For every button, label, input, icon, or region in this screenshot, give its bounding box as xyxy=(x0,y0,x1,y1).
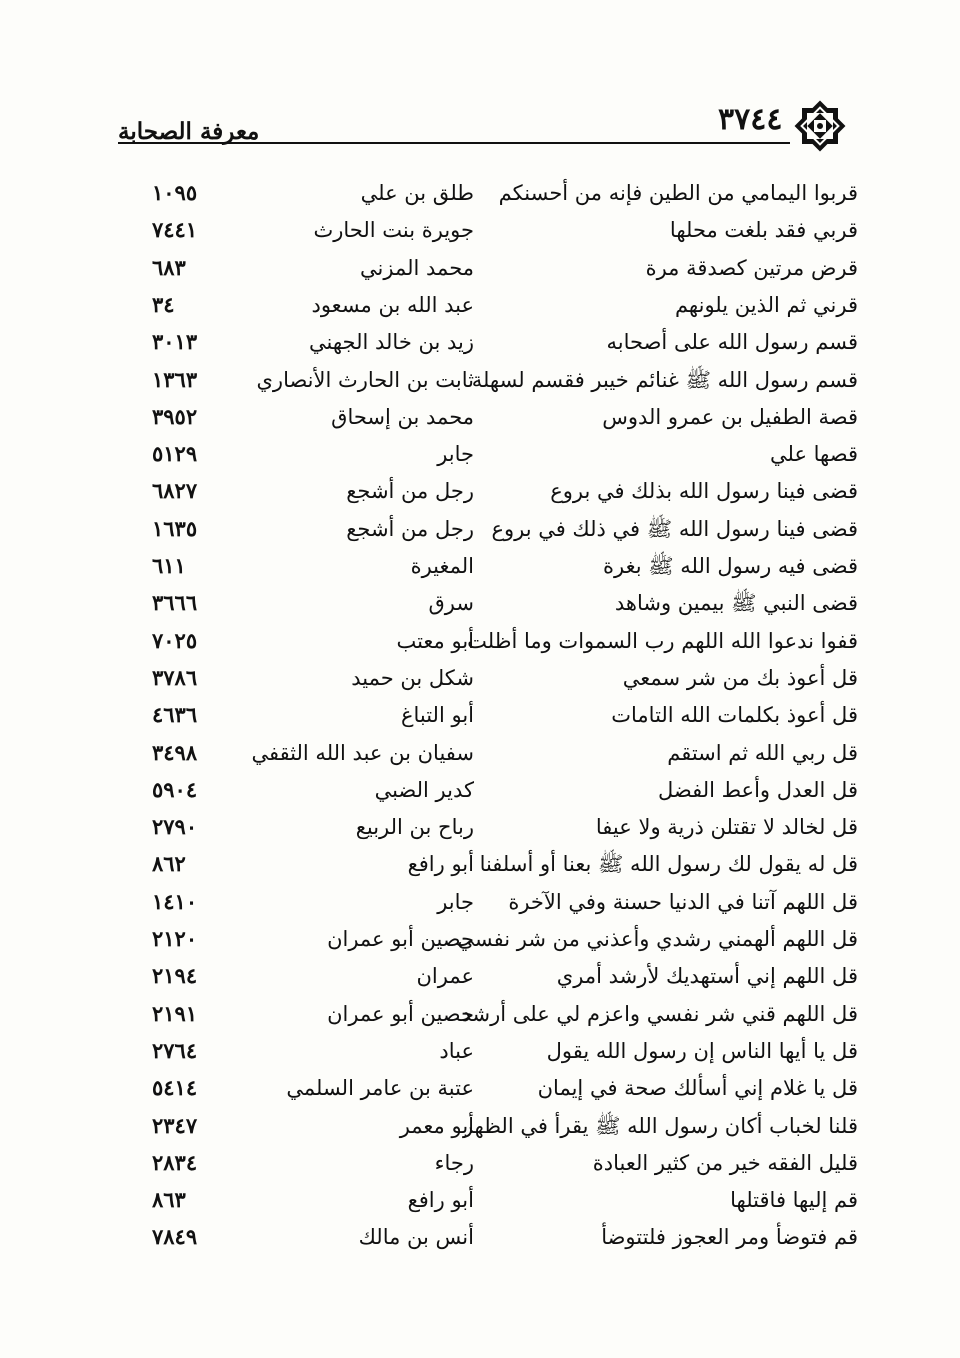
page-number: ٣٧٤٤ xyxy=(718,102,783,137)
hadith-phrase: قل يا أيها الناس إن رسول الله يقول xyxy=(546,1039,858,1063)
hadith-phrase: قسم رسول الله على أصحابه xyxy=(606,330,858,354)
index-entry-row xyxy=(0,1036,960,1073)
index-entry-row xyxy=(0,439,960,476)
hadith-number: ٥١٢٩ xyxy=(152,441,198,466)
index-entry-row xyxy=(0,514,960,551)
narrator-name: عباد xyxy=(439,1039,474,1063)
index-entry-row xyxy=(0,1111,960,1148)
hadith-phrase: قربوا اليمامي من الطين فإنه من أحسنكم xyxy=(498,181,858,205)
narrator-name: طلق بن علي xyxy=(360,181,474,205)
index-entry-row xyxy=(0,365,960,402)
hadith-phrase: قضى فينا رسول الله ﷺ في ذلك في بروع xyxy=(491,517,858,541)
hadith-number: ٢٨٣٤ xyxy=(152,1150,198,1175)
index-entry-row xyxy=(0,215,960,252)
page-header xyxy=(118,96,850,158)
hadith-phrase: قم فتوضأ ومر العجوز فلتتوضأ xyxy=(601,1225,858,1249)
index-entry-row xyxy=(0,999,960,1036)
index-entry-row xyxy=(0,290,960,327)
index-entry-row xyxy=(0,961,960,998)
hadith-number: ٣٩٥٢ xyxy=(152,404,198,429)
narrator-name: المغيرة xyxy=(410,554,474,578)
index-entry-row xyxy=(0,924,960,961)
hadith-number: ٦٨٣ xyxy=(152,255,186,280)
index-entry-row xyxy=(0,1073,960,1110)
index-entry-row xyxy=(0,178,960,215)
narrator-name: أبو معتب xyxy=(396,629,474,653)
index-entry-row xyxy=(0,1148,960,1185)
hadith-phrase: قم إليها فاقتلها xyxy=(730,1188,858,1212)
narrator-name: حصين أبو عمران xyxy=(327,1002,474,1026)
narrator-name: عتبة بن عامر السلمي xyxy=(286,1076,474,1100)
narrator-name: جابر xyxy=(437,442,474,466)
hadith-number: ٣٧٨٦ xyxy=(152,665,198,690)
hadith-number: ٨٦٣ xyxy=(152,1187,186,1212)
narrator-name: رجل من أشجع xyxy=(346,517,474,541)
narrator-name: جابر xyxy=(437,890,474,914)
narrator-name: رجاء xyxy=(434,1151,474,1175)
index-entry-row xyxy=(0,738,960,775)
narrator-name: عبد الله بن مسعود xyxy=(311,293,474,317)
narrator-name: أبو رافع xyxy=(407,852,474,876)
index-entry-row xyxy=(0,887,960,924)
index-entry-row xyxy=(0,700,960,737)
hadith-phrase: قلنا لخباب أكان رسول الله ﷺ يقرأ في الظهر xyxy=(462,1114,858,1138)
hadith-phrase: قل أعوذ بك من شر سمعي xyxy=(622,666,858,690)
narrator-name: أبو معمر xyxy=(399,1114,474,1138)
index-entry-row xyxy=(0,551,960,588)
hadith-number: ١٠٩٥ xyxy=(152,180,198,205)
hadith-number: ٥٩٠٤ xyxy=(152,777,198,802)
hadith-number: ٢١٢٠ xyxy=(152,926,198,951)
narrator-name: محمد المزني xyxy=(360,256,474,280)
hadith-phrase: قليل الفقه خير من كثير العبادة xyxy=(592,1151,858,1175)
octagonal-star-ornament-icon xyxy=(790,96,850,156)
hadith-phrase: قل اللهم إني أستهديك لأرشد أمري xyxy=(556,964,858,988)
hadith-phrase: قل أعوذ بكلمات الله التامات xyxy=(611,703,858,727)
hadith-phrase: قل اللهم ألهمني رشدي وأعذني من شر نفسي xyxy=(457,927,858,951)
hadith-number: ٧٠٢٥ xyxy=(152,628,198,653)
hadith-number: ٣٤٩٨ xyxy=(152,740,198,765)
index-entry-row xyxy=(0,812,960,849)
index-entry-row xyxy=(0,1185,960,1222)
index-entry-row xyxy=(0,775,960,812)
hadith-number: ٢٣٤٧ xyxy=(152,1113,198,1138)
hadith-number: ٢١٩١ xyxy=(152,1001,198,1026)
narrator-name: سرق xyxy=(428,591,474,615)
narrator-name: حصين أبو عمران xyxy=(327,927,474,951)
hadith-number: ٢٧٩٠ xyxy=(152,814,198,839)
narrator-name: كدير الضبي xyxy=(374,778,474,802)
index-entry-row xyxy=(0,663,960,700)
hadith-phrase: قل لخالد لا تقتلن ذرية ولا عيفا xyxy=(595,815,858,839)
hadith-phrase: قسم رسول الله ﷺ غنائم خيبر فقسم لسهلة xyxy=(471,368,858,392)
narrator-name: رجل من أشجع xyxy=(346,479,474,503)
narrator-name: جويرة بنت الحارث xyxy=(313,218,474,242)
hadith-number: ٢١٩٤ xyxy=(152,963,198,988)
narrator-name: سفيان بن عبد الله الثقفي xyxy=(251,741,474,765)
hadith-phrase: قصها علي xyxy=(770,442,858,466)
hadith-number: ٣٠١٣ xyxy=(152,329,198,354)
narrator-name: زيد بن خالد الجهني xyxy=(309,330,474,354)
hadith-phrase: قرض مرتين كصدقة مرة xyxy=(645,256,858,280)
narrator-name: أنس بن مالك xyxy=(358,1225,474,1249)
hadith-number: ٧٨٤٩ xyxy=(152,1224,198,1249)
narrator-name: عمران xyxy=(416,964,474,988)
hadith-phrase: قل له يقول لك رسول الله ﷺ بعنا أو أسلفنا xyxy=(479,852,858,876)
hadith-number: ٥٤١٤ xyxy=(152,1075,198,1100)
narrator-name: أبو التباغ xyxy=(400,703,474,727)
index-entry-row xyxy=(0,476,960,513)
hadith-phrase: قربي فقد بلغت محلها xyxy=(669,218,858,242)
index-entry-row xyxy=(0,849,960,886)
hadith-number: ١٣٦٣ xyxy=(152,367,198,392)
index-entry-row xyxy=(0,327,960,364)
header-rule xyxy=(118,142,790,144)
narrator-name: أبو رافع xyxy=(407,1188,474,1212)
narrator-name: محمد بن إسحاق xyxy=(331,405,474,429)
hadith-number: ٣٤ xyxy=(152,292,175,317)
index-entry-row xyxy=(0,1222,960,1259)
hadith-number: ١٦٣٥ xyxy=(152,516,198,541)
hadith-phrase: قضى النبي ﷺ بيمين وشاهد xyxy=(614,591,858,615)
hadith-number: ٤٦٣٦ xyxy=(152,702,198,727)
hadith-number: ٦٨٢٧ xyxy=(152,478,198,503)
narrator-name: شكل بن حميد xyxy=(351,666,474,690)
hadith-phrase: قضى فيه رسول الله ﷺ بغرة xyxy=(603,554,858,578)
hadith-phrase: قل يا غلام إني أسألك صحة في إيمان xyxy=(537,1076,858,1100)
hadith-phrase: قل العدل وأعط الفضل xyxy=(657,778,858,802)
index-entry-row xyxy=(0,402,960,439)
hadith-number: ٦١١ xyxy=(152,553,186,578)
hadith-number: ١٤١٠ xyxy=(152,889,198,914)
index-entry-row xyxy=(0,626,960,663)
index-entry-row xyxy=(0,588,960,625)
hadith-phrase: قفوا ندعوا الله اللهم رب السموات وما أظلت xyxy=(467,629,858,653)
hadith-number: ٣٦٦٦ xyxy=(152,590,198,615)
hadith-phrase: قضى فينا رسول الله بذلك في بروع xyxy=(550,479,858,503)
hadith-phrase: قصة الطفيل بن عمرو الدوس xyxy=(602,405,858,429)
hadith-phrase: قل اللهم قني شر نفسي واعزم لي على أرشد xyxy=(461,1002,858,1026)
hadith-phrase: قل اللهم آتنا في الدنيا حسنة وفي الآخرة xyxy=(508,890,858,914)
hadith-phrase: قرني ثم الذين يلونهم xyxy=(674,293,858,317)
book-title: معرفة الصحابة xyxy=(118,118,260,145)
narrator-name: ثابت بن الحارث الأنصاري xyxy=(256,368,474,392)
index-entry-row xyxy=(0,253,960,290)
narrator-name: رباح بن الربيع xyxy=(355,815,474,839)
hadith-phrase: قل ربي الله ثم استقم xyxy=(667,741,858,765)
hadith-number: ٢٧٦٤ xyxy=(152,1038,198,1063)
hadith-number: ٧٤٤١ xyxy=(152,217,198,242)
hadith-number: ٨٦٢ xyxy=(152,851,186,876)
